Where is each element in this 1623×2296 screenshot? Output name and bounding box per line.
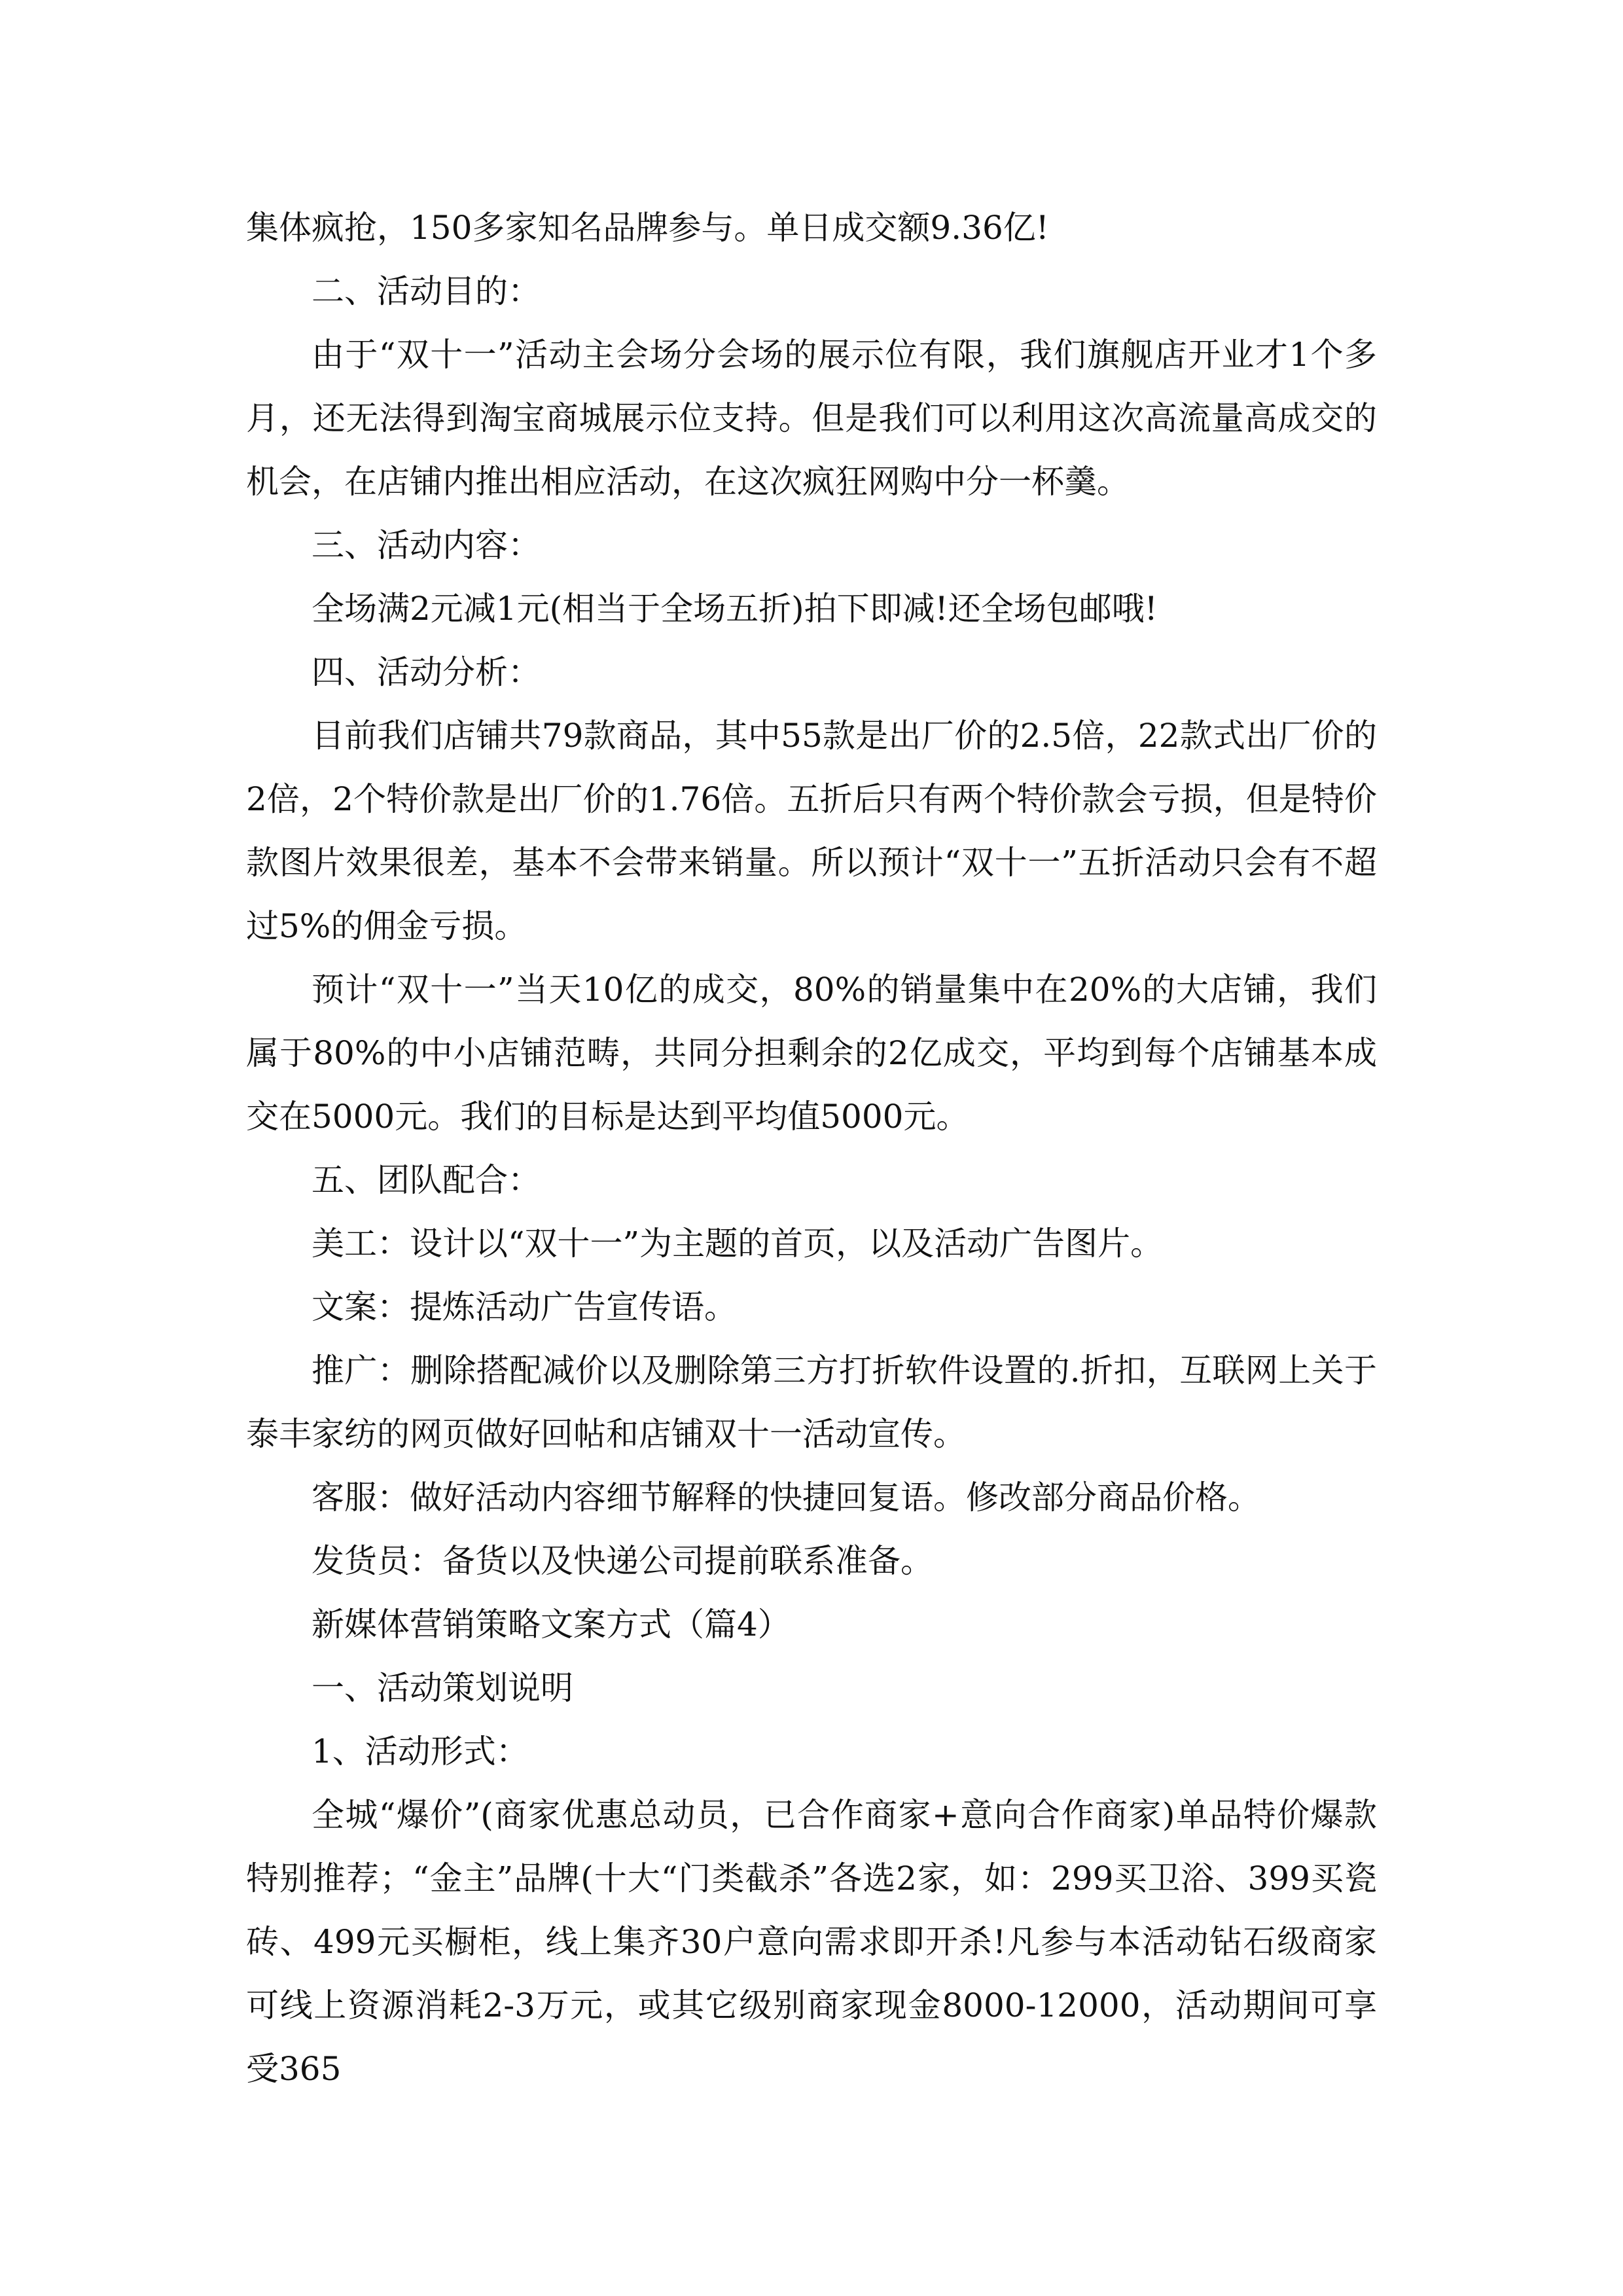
section-heading: 四、活动分析： bbox=[312, 653, 541, 691]
subsection-heading: 1、活动形式： bbox=[312, 1732, 529, 1770]
paragraph: 客服：做好活动内容细节解释的快捷回复语。修改部分商品价格。 bbox=[312, 1479, 1260, 1516]
paragraph: 美工：设计以“双十一”为主题的首页，以及活动广告图片。 bbox=[312, 1225, 1164, 1263]
paragraph: 推广：删除搭配减价以及删除第三方打折软件设置的.折扣，互联网上关于泰丰家纺的网页做好回帖和店铺双十一活动宣传。 bbox=[246, 1352, 1377, 1453]
paragraph: 发货员：备货以及快递公司提前联系准备。 bbox=[312, 1542, 933, 1580]
section-heading: 五、团队配合： bbox=[312, 1161, 541, 1199]
paragraph: 目前我们店铺共79款商品，其中55款是出厂价的2.5倍，22款式出厂价的2倍，2个特价款是出厂价的1.76倍。五折后只有两个特价款会亏损，但是特价款图片效果很差，基本不会带来销量。所以预计“双十一”五折活动只会有不超过5%的佣金亏损。 bbox=[246, 717, 1377, 945]
section-heading: 二、活动目的： bbox=[312, 272, 541, 310]
article-title: 新媒体营销策略文案方式（篇4） bbox=[312, 1605, 791, 1643]
paragraph: 由于“双十一”活动主会场分会场的展示位有限，我们旗舰店开业才1个多月，还无法得到淘宝商城展示位支持。但是我们可以利用这次高流量高成交的机会，在店铺内推出相应活动，在这次疯狂网购中分一杯羹。 bbox=[246, 336, 1377, 501]
paragraph: 全城“爆价”(商家优惠总动员，已合作商家+意向合作商家)单品特价爆款特别推荐；“金主”品牌(十大“门类截杀”各选2家，如：299买卫浴、399买瓷砖、499元买橱柜，线上集齐30户意向需求即开杀!凡参与本活动钻石级商家可线上资源消耗2-3万元，或其它级别商家现金8000-12000，活动期间可享受365 bbox=[246, 1796, 1377, 2088]
section-heading: 三、活动内容： bbox=[312, 526, 541, 564]
paragraph: 全场满2元减1元(相当于全场五折)拍下即减!还全场包邮哦! bbox=[312, 590, 1158, 628]
section-heading: 一、活动策划说明 bbox=[312, 1669, 573, 1707]
document-body bbox=[246, 196, 1377, 2101]
paragraph: 预计“双十一”当天10亿的成交，80%的销量集中在20%的大店铺，我们属于80%的中小店铺范畴，共同分担剩余的2亿成交，平均到每个店铺基本成交在5000元。我们的目标是达到平均值5000元。 bbox=[246, 971, 1377, 1136]
paragraph: 集体疯抢，150多家知名品牌参与。单日成交额9.36亿! bbox=[246, 209, 1049, 247]
paragraph: 文案：提炼活动广告宣传语。 bbox=[312, 1288, 737, 1326]
